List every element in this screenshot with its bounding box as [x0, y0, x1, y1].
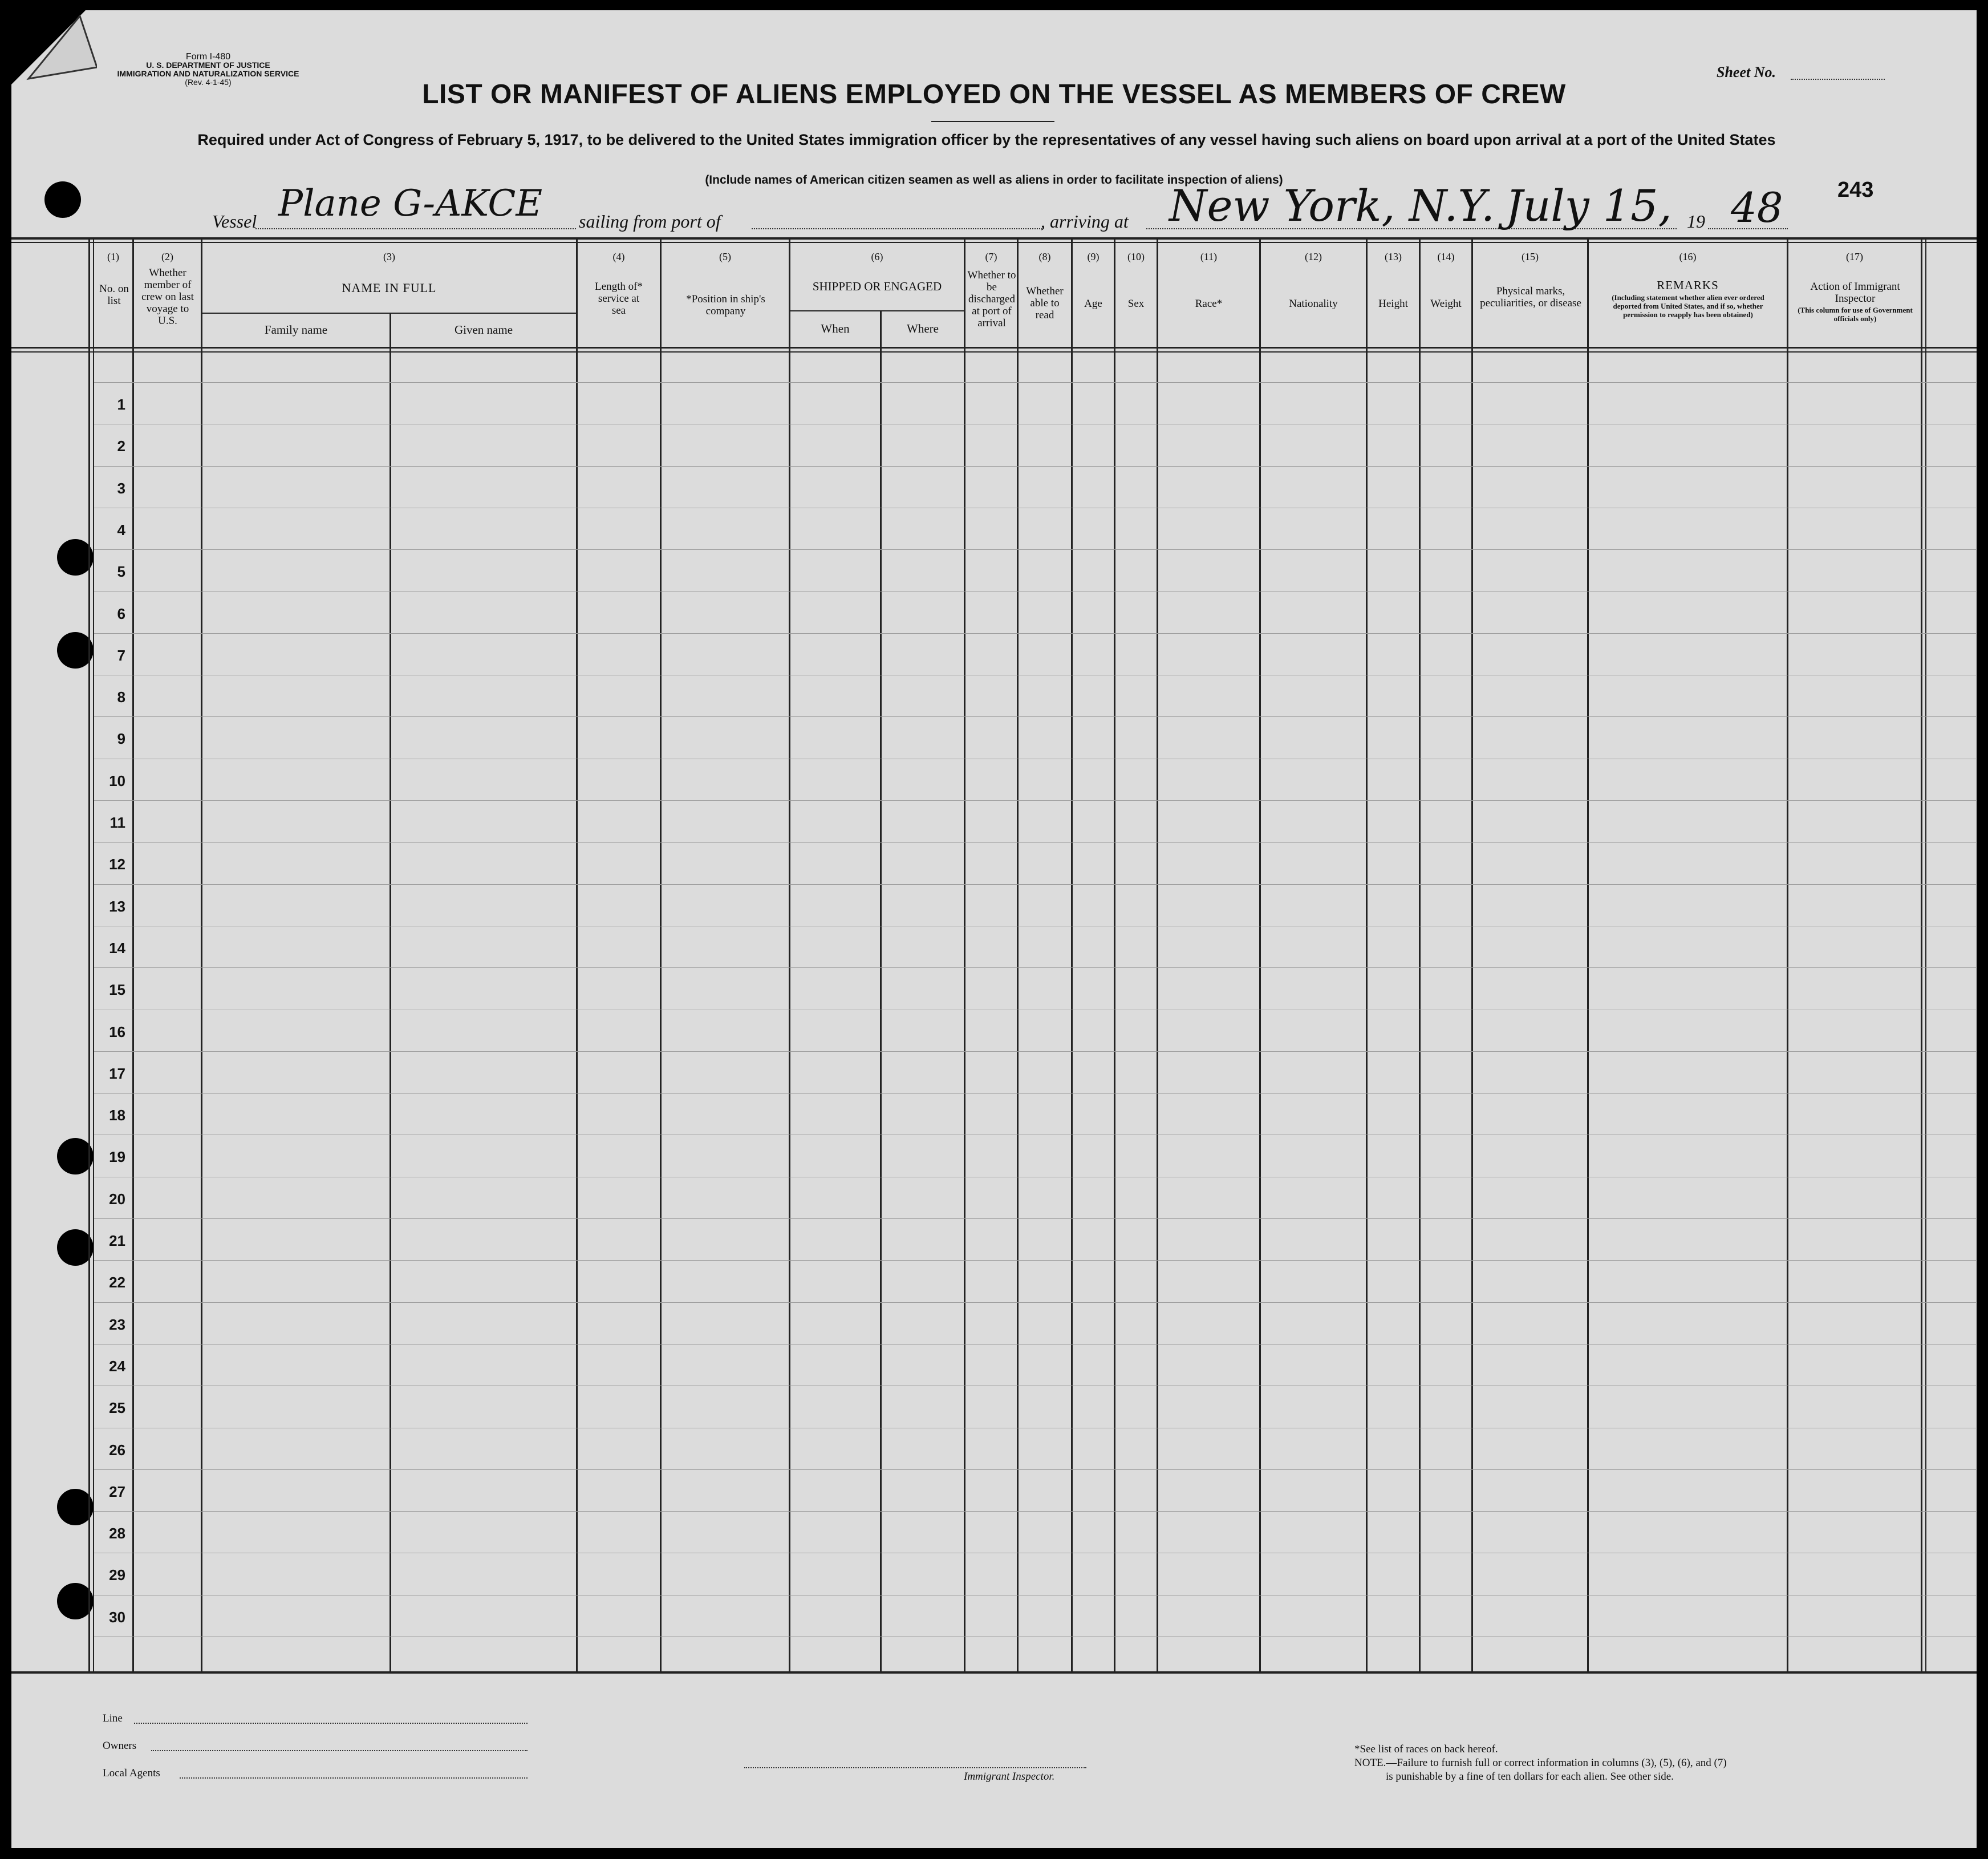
col-5-header: *Position in ship's company [686, 293, 765, 317]
year-prefix: 19 [1687, 211, 1705, 232]
col-15-number: (15) [1522, 251, 1539, 262]
col-11-number: (11) [1200, 251, 1218, 262]
family-name-header: Family name [264, 323, 328, 337]
column-rule [390, 314, 391, 1671]
col-11-header: Race* [1195, 298, 1223, 310]
row-rule [94, 382, 1976, 383]
column-rule [132, 238, 134, 1671]
column-rule [88, 238, 90, 1671]
year-field [1708, 228, 1788, 229]
col-16-number: (16) [1679, 251, 1697, 262]
row-number: 14 [109, 939, 125, 957]
row-number: 30 [109, 1609, 125, 1626]
col-9-header: Age [1084, 298, 1102, 310]
col-7-header: Whether to be discharged at port of arrival [967, 269, 1016, 329]
row-rule [94, 842, 1976, 843]
arrival-date-handwritten[interactable]: July 15, [1506, 180, 1672, 231]
row-number: 22 [109, 1274, 125, 1291]
col-17-note: (This column for use of Government officials only) [1798, 306, 1913, 323]
row-rule [94, 1511, 1976, 1512]
form-service: IMMIGRATION AND NATURALIZATION SERVICE [117, 69, 299, 78]
row-number: 7 [117, 647, 125, 664]
arriving-label: , arriving at [1041, 211, 1129, 232]
row-number: 24 [109, 1358, 125, 1375]
sailing-label: sailing from port of [579, 211, 721, 232]
footer-agents-field[interactable] [180, 1777, 528, 1779]
column-rule [1071, 238, 1073, 1671]
row-number: 19 [109, 1148, 125, 1165]
col-2-number: (2) [161, 251, 173, 262]
row-number: 8 [117, 688, 125, 706]
inspector-label: Immigrant Inspector. [964, 1771, 1055, 1783]
col-8-header: Whether able to read [1026, 285, 1064, 321]
column-rule [964, 238, 965, 1671]
form-revision: (Rev. 4-1-45) [185, 78, 232, 87]
column-rule [1419, 238, 1421, 1671]
row-rule [94, 1469, 1976, 1470]
row-number: 16 [109, 1023, 125, 1040]
shipped-where-header: Where [907, 322, 939, 335]
subheader-rule-shipped [790, 310, 964, 311]
col-10-header: Sex [1127, 298, 1145, 310]
shipped-when-header: When [821, 322, 850, 335]
col-17-number: (17) [1846, 251, 1863, 262]
row-number: 10 [109, 772, 125, 789]
col-1-header: No. on list [99, 283, 129, 307]
title-rule [931, 121, 1054, 122]
row-number: 5 [117, 563, 125, 580]
row-rule [94, 633, 1976, 634]
column-rule [1366, 238, 1368, 1671]
row-rule [94, 1051, 1976, 1052]
col-8-number: (8) [1038, 251, 1051, 262]
row-number: 29 [109, 1566, 125, 1583]
column-rule [1921, 238, 1922, 1671]
col-6-header: SHIPPED OR ENGAGED [812, 280, 942, 293]
row-number: 23 [109, 1316, 125, 1333]
column-rule [1587, 238, 1589, 1671]
row-rule [94, 466, 1976, 467]
footer-line-field[interactable] [134, 1723, 528, 1724]
column-rule [201, 238, 202, 1671]
row-number: 4 [117, 521, 125, 538]
col-7-number: (7) [985, 251, 997, 262]
column-rule [1157, 238, 1158, 1671]
column-rule [576, 238, 578, 1671]
row-number: 1 [117, 396, 125, 413]
year-handwritten[interactable]: 48 [1731, 184, 1783, 232]
col-15-header: Physical marks, peculiarities, or disease [1480, 285, 1581, 309]
row-number: 21 [109, 1232, 125, 1249]
footer-owners-label: Owners [103, 1740, 137, 1752]
row-rule [94, 800, 1976, 801]
col-16-note: (Including statement whether alien ever ordered deported from United States, and if so, whether permission to reapply has been obtained) [1612, 293, 1764, 319]
header-bottom-rule [11, 347, 1977, 349]
col-13-number: (13) [1385, 251, 1402, 262]
row-rule [94, 967, 1976, 968]
col-4-header: Length of* service at sea [595, 281, 643, 317]
row-number: 9 [117, 730, 125, 747]
page-number: 243 [1837, 178, 1874, 202]
column-rule [880, 311, 882, 1671]
col-17-header: Action of Immigrant Inspector [1810, 281, 1900, 305]
col-2-header: Whether member of crew on last voyage to U.S. [141, 267, 194, 327]
col-10-number: (10) [1127, 251, 1145, 262]
col-4-number: (4) [612, 251, 625, 262]
column-rule [1017, 238, 1019, 1671]
row-rule [94, 716, 1976, 717]
column-rule [1925, 238, 1926, 1671]
row-rule [94, 549, 1976, 550]
inspector-signature-field[interactable] [744, 1767, 1086, 1768]
row-number: 6 [117, 605, 125, 622]
col-9-number: (9) [1087, 251, 1100, 262]
row-number: 11 [109, 814, 125, 831]
races-note: *See list of races on back hereof. [1354, 1743, 1498, 1755]
col-1-number: (1) [107, 251, 119, 262]
col-12-header: Nationality [1289, 298, 1338, 310]
col-6-number: (6) [871, 251, 883, 262]
arrival-port-handwritten[interactable]: New York, N.Y. [1169, 180, 1495, 231]
row-rule [94, 884, 1976, 885]
row-number: 20 [109, 1190, 125, 1208]
column-rule [660, 238, 662, 1671]
row-number: 12 [109, 856, 125, 873]
row-rule [94, 1302, 1976, 1303]
table-top-rule [11, 237, 1977, 240]
row-number: 3 [117, 480, 125, 497]
footer-line-label: Line [103, 1712, 123, 1724]
given-name-header: Given name [454, 323, 513, 337]
col-16-header: REMARKS [1657, 278, 1719, 292]
column-rule [1471, 238, 1473, 1671]
form-department: U. S. DEPARTMENT OF JUSTICE [146, 60, 270, 70]
col-14-number: (14) [1437, 251, 1455, 262]
row-number: 28 [109, 1525, 125, 1542]
footer-agents-label: Local Agents [103, 1767, 160, 1779]
col-12-number: (12) [1305, 251, 1322, 262]
col-14-header: Weight [1430, 298, 1462, 310]
vessel-field [255, 228, 576, 229]
table-top-rule-2 [11, 242, 1977, 243]
footer-owners-field[interactable] [151, 1750, 528, 1751]
column-rule [1114, 238, 1115, 1671]
row-number: 25 [109, 1399, 125, 1416]
penalty-note-1: NOTE.—Failure to furnish full or correct information in columns (3), (5), (6), and (7) [1354, 1757, 1727, 1769]
vessel-label: Vessel [212, 211, 257, 232]
include-note: (Include names of American citizen seamen as well as aliens in order to facilitate inspection of aliens) [705, 173, 1283, 187]
vessel-name-handwritten[interactable]: Plane G-AKCE [278, 183, 543, 225]
row-number: 17 [109, 1065, 125, 1082]
column-rule [1259, 238, 1261, 1671]
col-3-header: NAME IN FULL [342, 281, 437, 295]
col-5-number: (5) [719, 251, 731, 262]
form-number: Form I-480 [185, 52, 231, 62]
form-subtitle: Required under Act of Congress of February 5, 1917, to be delivered to the United States immigration officer by the representatives of any vessel having such aliens on board upon arrival at a port of the United States [197, 131, 1776, 148]
penalty-note-2: is punishable by a fine of ten dollars for each alien. See other side. [1386, 1771, 1674, 1783]
col-13-header: Height [1378, 298, 1408, 310]
row-number: 18 [109, 1107, 125, 1124]
column-rule [1787, 238, 1788, 1671]
row-rule [94, 1260, 1976, 1261]
row-number: 26 [109, 1441, 125, 1459]
row-number: 15 [109, 981, 125, 998]
col-3-number: (3) [383, 251, 395, 262]
form-title: LIST OR MANIFEST OF ALIENS EMPLOYED ON THE VESSEL AS MEMBERS OF CREW [422, 79, 1566, 110]
header-bottom-rule-2 [11, 351, 1977, 353]
row-number: 27 [109, 1483, 125, 1500]
sheet-label-text: Sheet No. [1717, 64, 1776, 80]
table-bottom-rule [11, 1671, 1977, 1674]
column-rule [789, 238, 790, 1671]
sailing-port-field[interactable] [752, 228, 1042, 229]
row-number: 13 [109, 898, 125, 915]
row-number: 2 [117, 438, 125, 455]
row-rule [94, 1218, 1976, 1219]
